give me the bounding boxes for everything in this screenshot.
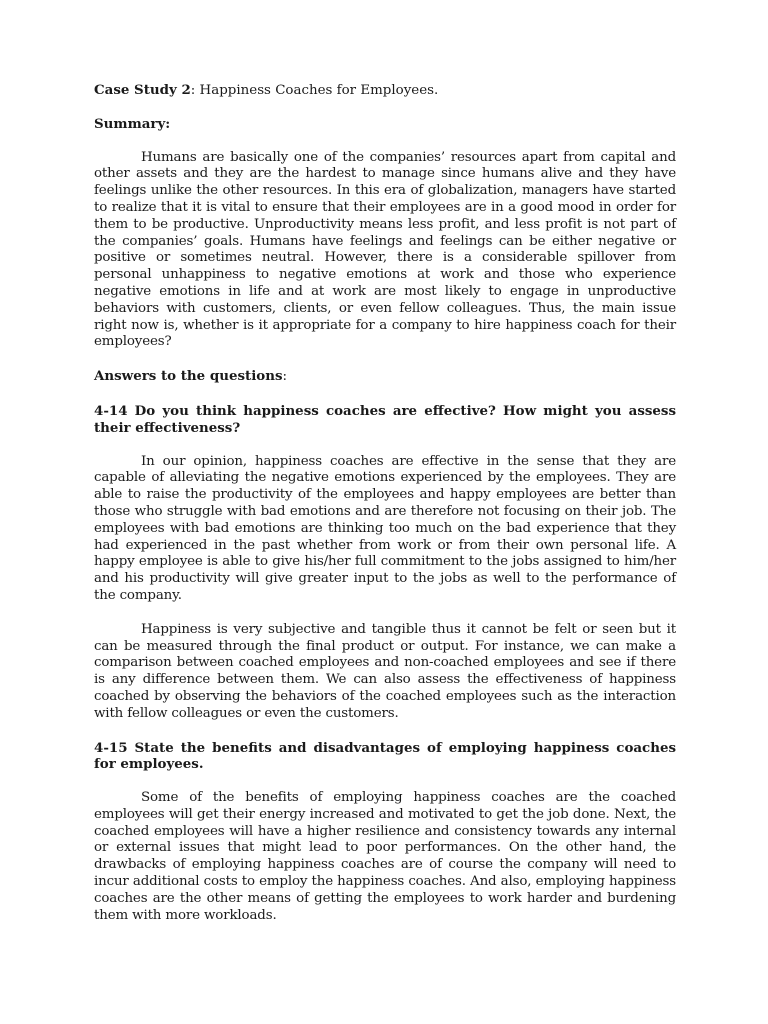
- answer-4-15-paragraph-1: Some of the benefits of employing happiness coaches are the coached employees will get their energy increased and motivated to get the job done. Next, the coached employees will have a higher resilience and consistency towards any internal or external issues that might lead to poor performances. On the other hand, the drawbacks of employing happiness coaches are of course the company will need to incur additional costs to employ the happiness coaches. And also, employing happiness coaches are the other means of getting the employees to work harder and burdening them with more workloads.: [94, 790, 676, 923]
- case-study-title: [94, 82, 676, 100]
- question-4-15: 4-15 State the benefits and disadvantages of employing happiness coaches for employees.: [94, 739, 676, 773]
- answer-4-14-paragraph-2: Happiness is very subjective and tangible thus it cannot be felt or seen but it can be measured through the final product or output. For instance, we can make a comparison between coached employees and non-coached employees and see if there is any difference between them. We can also assess the effectiveness of happiness coached by observing the behaviors of the coached employees such as the interaction with fellow colleagues or even the customers.: [94, 621, 676, 721]
- answers-heading-colon: :: [282, 369, 287, 385]
- answers-heading-text: Answers to the questions: [94, 368, 283, 385]
- summary-paragraph: Humans are basically one of the companies’ resources apart from capital and other assets and they are the hardest to manage since humans alive and they have feelings unlike the other resources. In this era of globalization, managers have started to realize that it is vital to ensure that their employees are in a good mood in order for them to be productive. Unproductivity means less profit, and less profit is not part of the companies’ goals. Humans have feelings and feelings can be either negative or positive or sometimes neutral. However, there is a considerable spillover from personal unhappiness to negative emotions at work and those who experience negative emotions in life and at work are most likely to engage in unproductive behaviors with customers, clients, or even fellow colleagues. Thus, the main issue right now is, whether is it appropriate for a company to hire happiness coach for their employees?: [94, 149, 676, 350]
- case-title: Happiness Coaches for Employees.: [195, 83, 439, 98]
- case-label: Case Study 2: [94, 82, 191, 98]
- answers-heading: [94, 368, 676, 386]
- summary-heading: Summary:: [94, 115, 171, 132]
- document-page: [94, 82, 676, 941]
- case-separator: :: [190, 83, 196, 98]
- answer-4-14-paragraph-1: In our opinion, happiness coaches are effective in the sense that they are capable of alleviating the negative emotions experienced by the employees. They are able to raise the productivity of the employees and happy employees are better than those who struggle with bad emotions and are therefore not focusing on their job. The employees with bad emotions are thinking too much on the bad experience that they had experienced in the past whether from work or from their own personal life. A happy employee is able to give his/her full commitment to the jobs assigned to him/her and his productivity will give greater input to the jobs as well to the performance of the company.: [94, 453, 676, 603]
- question-4-14: 4-14 Do you think happiness coaches are effective? How might you assess their effectiveness?: [94, 402, 676, 436]
